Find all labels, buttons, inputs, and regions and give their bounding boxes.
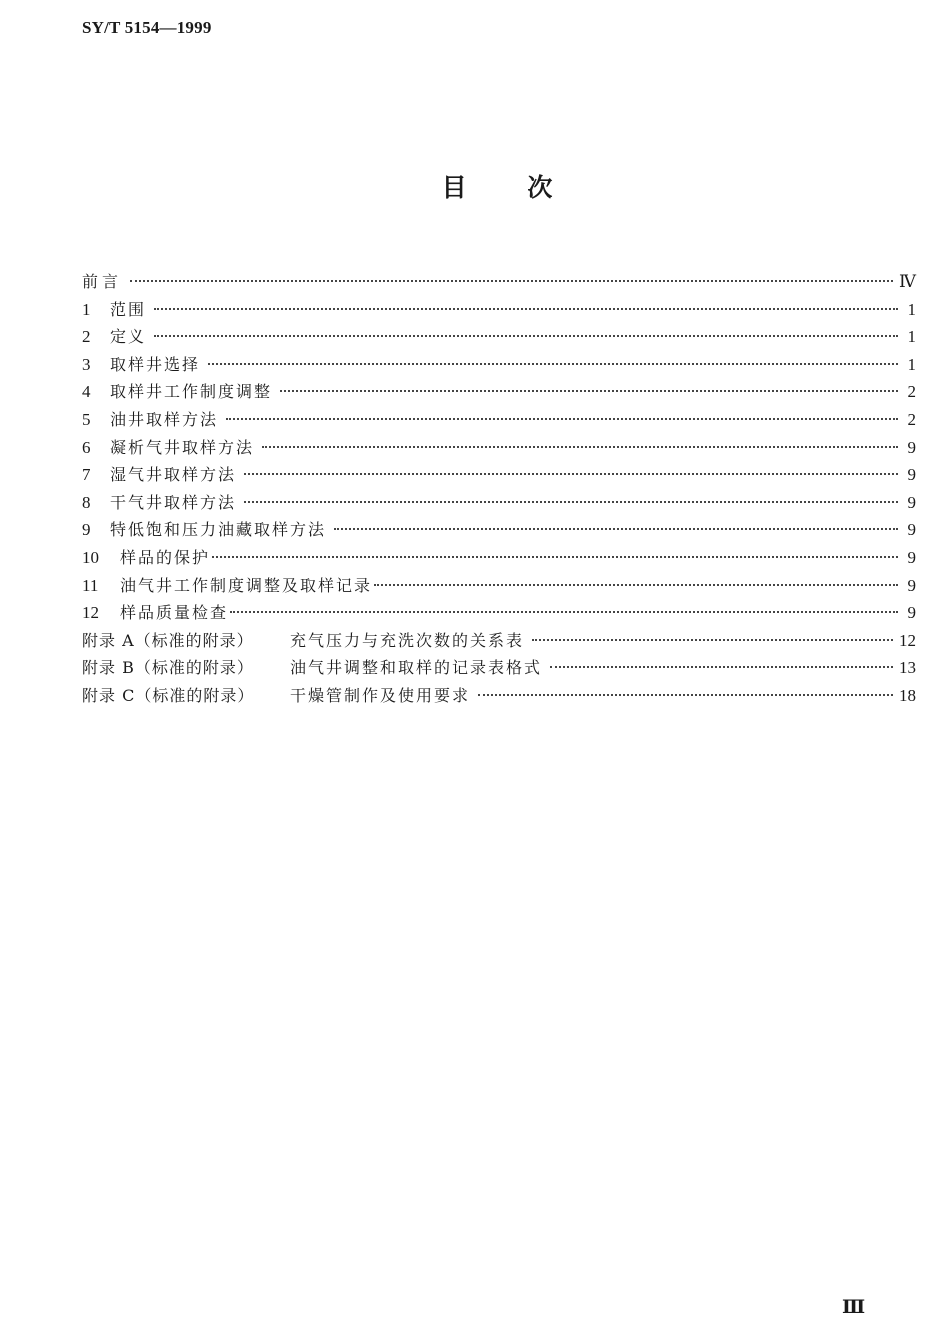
toc-entry-section-10[interactable] bbox=[82, 544, 916, 572]
dot-leader bbox=[244, 501, 898, 503]
dot-leader bbox=[550, 666, 893, 668]
toc-entry-page: 1 bbox=[907, 327, 916, 347]
toc-entry-section-12[interactable] bbox=[82, 599, 916, 627]
dot-leader bbox=[262, 446, 898, 448]
dot-leader bbox=[280, 390, 898, 392]
toc-entry-label: 油气井调整和取样的记录表格式 bbox=[290, 658, 543, 678]
toc-entry-page: 12 bbox=[899, 630, 916, 650]
dot-leader bbox=[154, 335, 898, 337]
dot-leader bbox=[208, 363, 898, 365]
toc-entry-appendix-b[interactable] bbox=[82, 654, 916, 682]
toc-entry-page: 1 bbox=[907, 354, 916, 374]
toc-entry-label: 取样井选择 bbox=[110, 354, 201, 374]
toc-entry-label: 凝析气井取样方法 bbox=[110, 437, 255, 457]
toc-entry-page: 9 bbox=[907, 437, 916, 457]
toc-entry-page: 1 bbox=[907, 299, 916, 319]
toc-entry-label: 定义 bbox=[110, 327, 147, 347]
toc-entry-label: 前言 bbox=[82, 272, 123, 291]
toc-entry-number: 3 bbox=[82, 354, 91, 374]
toc-entry-number: 11 bbox=[82, 575, 99, 595]
toc-entry-label: 油井取样方法 bbox=[110, 409, 219, 429]
toc-entry-label: 充气压力与充洗次数的关系表 bbox=[290, 630, 525, 650]
dot-leader bbox=[334, 528, 898, 530]
toc-entry-page: 9 bbox=[907, 520, 916, 540]
toc-entry-label: 湿气井取样方法 bbox=[110, 465, 237, 485]
appendix-prefix: 附录 C（标准的附录） bbox=[82, 685, 255, 705]
appendix-prefix: 附录 A（标准的附录） bbox=[82, 630, 254, 650]
toc-entry-label: 干燥管制作及使用要求 bbox=[290, 685, 471, 705]
toc-entry-page: 13 bbox=[899, 658, 916, 678]
dot-leader bbox=[130, 280, 893, 282]
toc-entry-section-7[interactable] bbox=[82, 461, 916, 489]
toc-entry-section-9[interactable] bbox=[82, 516, 916, 544]
dot-leader bbox=[154, 308, 898, 310]
toc-entry-page: 9 bbox=[907, 492, 916, 512]
standard-code: SY/T 5154—1999 bbox=[82, 18, 212, 37]
toc-entry-page: 9 bbox=[907, 575, 916, 595]
toc-entry-section-1[interactable] bbox=[82, 296, 916, 324]
dot-leader bbox=[212, 556, 898, 558]
toc-entry-section-6[interactable] bbox=[82, 434, 916, 462]
toc-entry-label: 油气井工作制度调整及取样记录 bbox=[120, 575, 373, 595]
toc-entry-number: 5 bbox=[82, 409, 91, 429]
dot-leader bbox=[374, 584, 898, 586]
toc-entry-label: 样品质量检查 bbox=[120, 603, 229, 623]
toc-entry-preface[interactable] bbox=[82, 268, 916, 296]
page-title: 目 次 bbox=[441, 173, 553, 202]
toc-entry-page: 2 bbox=[907, 382, 916, 402]
toc-entry-number: 7 bbox=[82, 465, 91, 485]
toc-entry-label: 范围 bbox=[110, 299, 147, 319]
toc-entry-section-3[interactable] bbox=[82, 351, 916, 379]
toc-entry-section-5[interactable] bbox=[82, 406, 916, 434]
toc-entry-number: 10 bbox=[82, 547, 99, 567]
toc-entry-section-2[interactable] bbox=[82, 323, 916, 351]
toc-entry-number: 9 bbox=[82, 520, 91, 540]
toc-entry-number: 1 bbox=[82, 299, 91, 319]
toc-entry-page: 2 bbox=[907, 409, 916, 429]
toc-entry-section-4[interactable] bbox=[82, 378, 916, 406]
toc-entry-appendix-a[interactable] bbox=[82, 627, 916, 655]
toc-entry-number: 8 bbox=[82, 492, 91, 512]
toc-entry-number: 12 bbox=[82, 603, 99, 623]
dot-leader bbox=[478, 694, 893, 696]
appendix-prefix: 附录 B（标准的附录） bbox=[82, 658, 254, 678]
dot-leader bbox=[226, 418, 898, 420]
toc-entry-number: 4 bbox=[82, 382, 91, 402]
page-number: Ⅲ bbox=[842, 1297, 866, 1318]
toc-entry-page: 9 bbox=[907, 465, 916, 485]
dot-leader bbox=[230, 611, 898, 613]
toc-entry-section-8[interactable] bbox=[82, 489, 916, 517]
toc-entry-page: 9 bbox=[907, 603, 916, 623]
toc-entry-label: 样品的保护 bbox=[120, 547, 211, 567]
dot-leader bbox=[532, 639, 893, 641]
toc-entry-page: 9 bbox=[907, 547, 916, 567]
toc-entry-number: 6 bbox=[82, 437, 91, 457]
toc-entry-label: 取样井工作制度调整 bbox=[110, 382, 273, 402]
toc-entry-page: 18 bbox=[899, 685, 916, 705]
toc-entry-page: Ⅳ bbox=[899, 272, 916, 291]
toc-entry-label: 干气井取样方法 bbox=[110, 492, 237, 512]
table-of-contents bbox=[82, 268, 916, 710]
toc-entry-number: 2 bbox=[82, 327, 91, 347]
dot-leader bbox=[244, 473, 898, 475]
toc-entry-appendix-c[interactable] bbox=[82, 682, 916, 710]
toc-entry-section-11[interactable] bbox=[82, 572, 916, 600]
toc-entry-label: 特低饱和压力油藏取样方法 bbox=[110, 520, 327, 540]
